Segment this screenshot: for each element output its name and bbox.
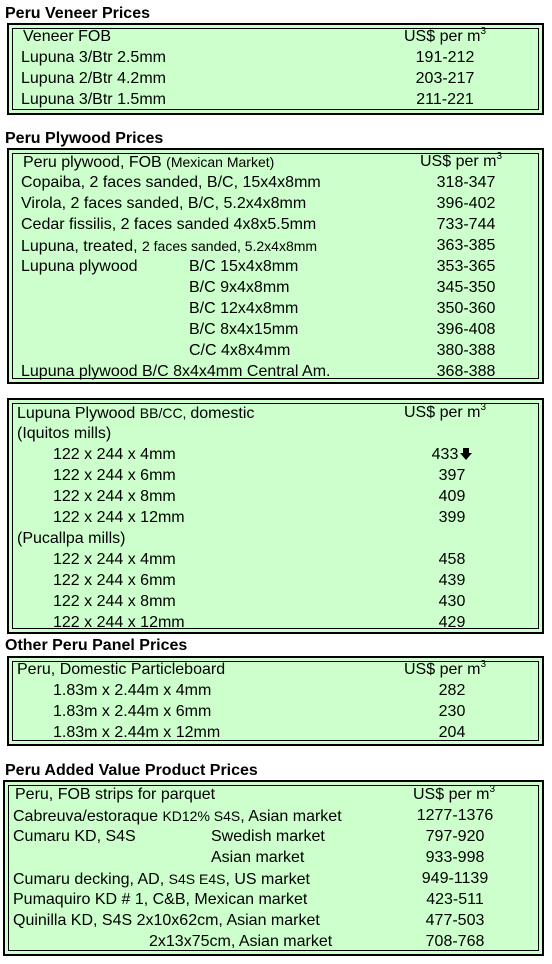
added-row-label: Cumaru decking, AD, S4S E4S, US market bbox=[13, 871, 310, 888]
veneer-row-label: Lupuna 2/Btr 4.2mm bbox=[21, 70, 166, 87]
domestic-row-price: 399 bbox=[438, 509, 466, 526]
domestic-row-label: 122 x 244 x 12mm bbox=[53, 509, 185, 526]
domestic-row-label: 122 x 244 x 12mm bbox=[53, 614, 185, 631]
plywood-row-spec: B/C 15x4x8mm bbox=[189, 258, 299, 275]
added-row-label: Quinilla KD, S4S 2x10x62cm, Asian market bbox=[13, 912, 320, 929]
added-header-label: Peru, FOB strips for parquet bbox=[15, 786, 216, 803]
added-row-price: 933-998 bbox=[425, 849, 485, 866]
panel-header-unit: US$ per $m^3$ bbox=[404, 659, 487, 678]
veneer-row-label: Lupuna 3/Btr 1.5mm bbox=[21, 91, 166, 108]
panel-row-price: 282 bbox=[438, 682, 466, 699]
added-row-price: 708-768 bbox=[425, 933, 485, 950]
plywood-table bbox=[7, 148, 544, 384]
down-arrow-icon bbox=[460, 448, 472, 460]
panel-table bbox=[7, 656, 544, 746]
plywood-row-label: Virola, 2 faces sanded, B/C, 5.2x4x8mm bbox=[21, 195, 307, 212]
panel-header-label: Peru, Domestic Particleboard bbox=[17, 661, 226, 678]
added-row-price: 423-511 bbox=[426, 891, 484, 908]
veneer-table bbox=[7, 23, 544, 115]
domestic-row-price: 430 bbox=[438, 593, 466, 610]
plywood-row-label: Cedar fissilis, 2 faces sanded 4x8x5.5mm bbox=[21, 216, 317, 233]
added-row-label: Cabreuva/estoraque KD12% S4S, Asian market bbox=[13, 808, 342, 825]
panel-row-label: 1.83m x 2.44m x 12mm bbox=[53, 724, 221, 741]
veneer-header-label: Veneer FOB bbox=[23, 28, 112, 45]
added-row-price: 949-1139 bbox=[421, 870, 489, 887]
plywood-row-label: Copaiba, 2 faces sanded, B/C, 15x4x8mm bbox=[21, 174, 321, 191]
plywood-row-price: 380-388 bbox=[436, 342, 496, 359]
added-row-market: Asian market bbox=[211, 849, 305, 866]
added-row-price: 477-503 bbox=[425, 912, 485, 929]
plywood-row-price: 318-347 bbox=[436, 174, 496, 191]
added-header-unit: US$ per $m^3$ bbox=[413, 784, 496, 803]
plywood-row-label: Lupuna plywood bbox=[21, 258, 138, 275]
domestic-row-label: 122 x 244 x 8mm bbox=[53, 593, 176, 610]
plywood-row-spec: C/C 4x8x4mm bbox=[189, 342, 291, 359]
plywood-title: Peru Plywood Prices bbox=[5, 130, 164, 147]
panel-row-price: 230 bbox=[438, 703, 466, 720]
domestic-row-label: 122 x 244 x 6mm bbox=[53, 572, 176, 589]
veneer-row-price: 203-217 bbox=[415, 70, 475, 87]
added-table bbox=[3, 780, 544, 956]
domestic-header-unit: US$ per $m^3$ bbox=[404, 402, 487, 421]
group-label-pucallpa: (Pucallpa mills) bbox=[17, 530, 126, 547]
veneer-row-price: 191-212 bbox=[415, 49, 475, 66]
domestic-row-price: 439 bbox=[438, 572, 466, 589]
added-row-label: Pumaquiro KD # 1, C&B, Mexican market bbox=[13, 891, 308, 908]
plywood-row-price: 353-365 bbox=[436, 258, 496, 275]
added-row-price: 797-920 bbox=[425, 828, 485, 845]
plywood-row-price: 396-402 bbox=[436, 195, 496, 212]
plywood-row-price: 345-350 bbox=[436, 279, 496, 296]
plywood-row-label: Lupuna plywood B/C 8x4x4mm Central Am. bbox=[21, 363, 331, 380]
group-label-iquitos: (Iquitos mills) bbox=[17, 425, 112, 442]
plywood-row-price: 733-744 bbox=[436, 216, 496, 233]
added-row-spec: 2x13x75cm, Asian market bbox=[149, 933, 333, 950]
plywood-header-label: Peru plywood, FOB (Mexican Market) bbox=[23, 154, 275, 171]
domestic-row-price: 397 bbox=[438, 467, 466, 484]
plywood-row-spec: B/C 8x4x15mm bbox=[189, 321, 299, 338]
plywood-row-price: 368-388 bbox=[436, 363, 496, 380]
plywood-row-price: 350-360 bbox=[436, 300, 496, 317]
domestic-row-label: 122 x 244 x 4mm bbox=[53, 551, 176, 568]
plywood-row-price: 363-385 bbox=[436, 237, 496, 254]
domestic-header-label: Lupuna Plywood BB/CC, domestic bbox=[17, 405, 255, 422]
domestic-table bbox=[7, 398, 544, 634]
added-row-market: Swedish market bbox=[211, 828, 325, 845]
plywood-row-label: Lupuna, treated, 2 faces sanded, 5.2x4x8mm bbox=[21, 238, 318, 255]
domestic-row-label: 122 x 244 x 6mm bbox=[53, 467, 176, 484]
veneer-header-unit: US$ per $m^3$ bbox=[404, 26, 487, 45]
veneer-row-price: 211-221 bbox=[416, 91, 474, 108]
domestic-row-label: 122 x 244 x 8mm bbox=[53, 488, 176, 505]
panel-row-label: 1.83m x 2.44m x 4mm bbox=[53, 682, 212, 699]
domestic-row-price: 433 bbox=[397, 445, 507, 465]
plywood-header-unit: US$ per $m^3$ bbox=[420, 151, 503, 170]
veneer-title: Peru Veneer Prices bbox=[5, 5, 150, 22]
veneer-row-label: Lupuna 3/Btr 2.5mm bbox=[21, 49, 166, 66]
domestic-row-price: 458 bbox=[438, 551, 466, 568]
plywood-row-spec: B/C 12x4x8mm bbox=[189, 300, 299, 317]
added-row-label: Cumaru KD, S4S bbox=[13, 828, 136, 845]
plywood-row-spec: B/C 9x4x8mm bbox=[189, 279, 290, 296]
domestic-row-price: 409 bbox=[438, 488, 466, 505]
domestic-row-label: 122 x 244 x 4mm bbox=[53, 446, 176, 463]
panel-title: Other Peru Panel Prices bbox=[5, 637, 188, 654]
plywood-row-price: 396-408 bbox=[436, 321, 496, 338]
panel-row-price: 204 bbox=[438, 724, 466, 741]
added-row-price: 1277-1376 bbox=[416, 807, 494, 824]
panel-row-label: 1.83m x 2.44m x 6mm bbox=[53, 703, 212, 720]
added-title: Peru Added Value Product Prices bbox=[5, 762, 258, 779]
domestic-row-price: 429 bbox=[438, 614, 466, 631]
